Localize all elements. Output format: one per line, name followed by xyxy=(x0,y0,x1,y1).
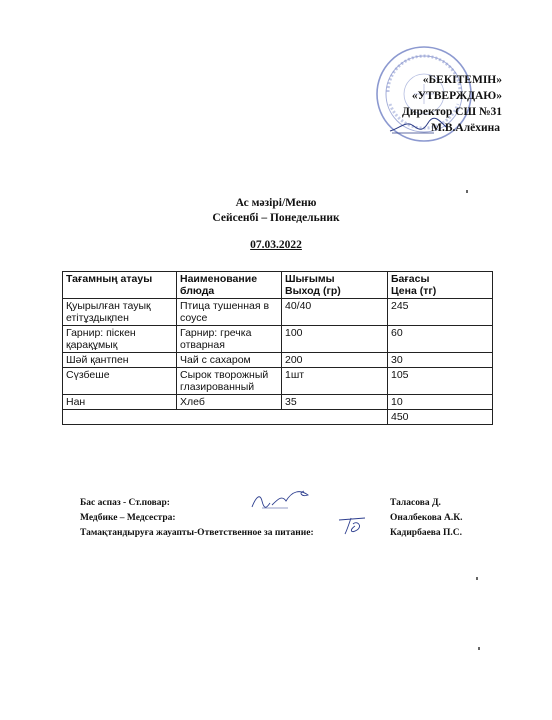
dish-name-ru: Хлеб xyxy=(177,395,282,410)
scan-speck xyxy=(476,577,478,580)
cook-name: Таласова Д. xyxy=(390,498,441,508)
table-row xyxy=(63,299,493,326)
header-text: Выход (гр) xyxy=(285,285,341,297)
nurse-signature xyxy=(248,487,318,513)
approval-line-kz: «БЕКІТЕМІН» xyxy=(422,74,502,86)
dish-price: 245 xyxy=(388,299,493,326)
approval-name: М.В.Алёхина xyxy=(431,122,500,134)
director-signature xyxy=(388,115,448,135)
dish-name-ru: Птица тушенная в соусе xyxy=(177,299,282,326)
dish-name-kz: Шәй қантпен xyxy=(63,353,177,368)
approval-line-ru: «УТВЕРЖДАЮ» xyxy=(411,90,502,102)
column-header-kz-name xyxy=(63,272,177,299)
dish-price: 10 xyxy=(388,395,493,410)
dish-name-ru: Гарнир: гречка отварная xyxy=(177,326,282,353)
header-text: Цена (тг) xyxy=(391,285,437,297)
nurse-label: Медбике – Медсестра: xyxy=(80,513,176,523)
dish-name-kz: Нан xyxy=(63,395,177,410)
menu-table xyxy=(62,271,493,425)
header-text: Наименование xyxy=(180,273,258,285)
table-row xyxy=(63,368,493,395)
menu-title: Ас мәзірі/Меню xyxy=(235,197,317,209)
menu-day: Сейсенбі – Понедельник xyxy=(212,212,340,224)
table-total-row xyxy=(63,410,493,425)
dish-price: 60 xyxy=(388,326,493,353)
header-text: Тағамның атауы xyxy=(66,273,153,285)
table-header-row xyxy=(63,272,493,299)
table-row xyxy=(63,353,493,368)
column-header-yield xyxy=(282,272,388,299)
dish-yield: 40/40 xyxy=(282,299,388,326)
dish-name-ru: Сырок творожный глазированный xyxy=(177,368,282,395)
dish-name-kz: Гарнир: піскен қарақұмық xyxy=(63,326,177,353)
dish-price: 105 xyxy=(388,368,493,395)
scan-speck xyxy=(466,190,468,193)
table-row xyxy=(63,395,493,410)
dish-yield: 200 xyxy=(282,353,388,368)
column-header-price xyxy=(388,272,493,299)
approval-position: Директор СШ №31 xyxy=(401,106,502,118)
responsible-signature xyxy=(335,512,371,536)
cook-label: Бас аспаз - Ст.повар: xyxy=(80,498,170,508)
dish-name-kz: Қуырылған тауық етітұздықпен xyxy=(63,299,177,326)
dish-yield: 1шт xyxy=(282,368,388,395)
nurse-name: Оналбекова А.К. xyxy=(390,513,463,523)
dish-price: 30 xyxy=(388,353,493,368)
dish-name-kz: Сүзбеше xyxy=(63,368,177,395)
scan-speck xyxy=(478,647,480,650)
dish-yield: 35 xyxy=(282,395,388,410)
dish-name-ru: Чай с сахаром xyxy=(177,353,282,368)
total-spacer xyxy=(63,410,388,425)
table-row xyxy=(63,326,493,353)
header-text: Бағасы xyxy=(391,273,430,285)
header-text: блюда xyxy=(180,285,215,297)
column-header-ru-name xyxy=(177,272,282,299)
responsible-label: Тамақтандыруға жауапты-Ответственное за питание: xyxy=(80,528,314,538)
header-text: Шығымы xyxy=(285,273,335,285)
dish-yield: 100 xyxy=(282,326,388,353)
menu-date: 07.03.2022 xyxy=(250,239,302,251)
total-price: 450 xyxy=(388,410,493,425)
responsible-name: Кадирбаева П.С. xyxy=(390,528,463,538)
